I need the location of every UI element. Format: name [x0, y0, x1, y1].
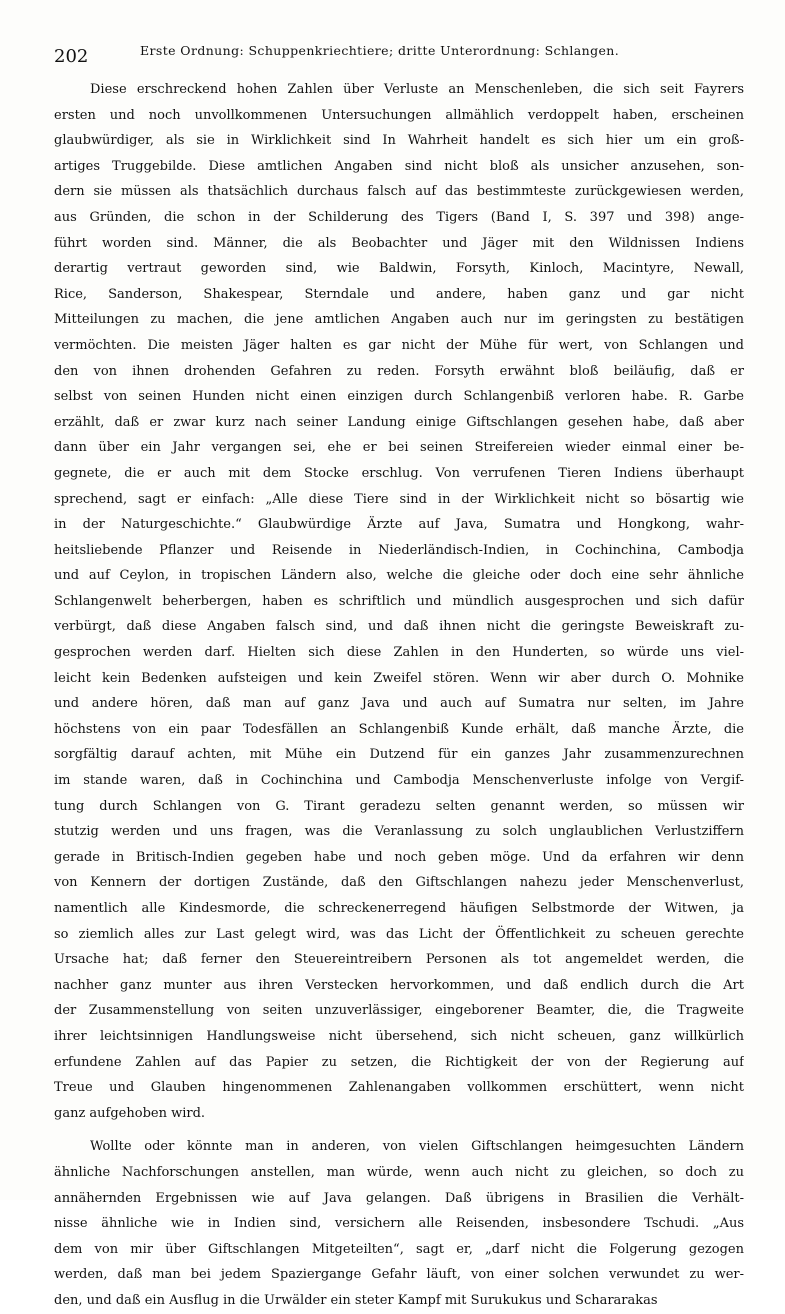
text-line: Schlangenwelt beherbergen, haben es schriftlich und mündlich ausgesprochen und sich dafür [54, 593, 744, 609]
text-line: stutzig werden und uns fragen, was die Veranlassung zu solch unglaublichen Verlustziffern [54, 824, 744, 840]
text-line: ihrer leichtsinnigen Handlungsweise nicht übersehend, sich nicht scheuen, ganz willkürlich [54, 1028, 744, 1044]
text-line: erfundene Zahlen auf das Papier zu setzen, die Richtigkeit der von der Regierung auf [54, 1054, 744, 1070]
page-number: 202 [54, 46, 89, 67]
text-line: den von ihnen drohenden Gefahren zu reden. Forsyth erwähnt bloß beiläufig, daß er [54, 363, 744, 379]
text-line: leicht kein Bedenken aufsteigen und kein Zweifel stören. Wenn wir aber durch O. Mohnike [54, 670, 744, 686]
text-line: sprechend, sagt er einfach: „Alle diese Tiere sind in der Wirklichkeit nicht so bösartig wie [54, 491, 744, 507]
text-line: werden, daß man bei jedem Spaziergange Gefahr läuft, von einer solchen verwundet zu wer- [54, 1267, 744, 1283]
text-line: ganz aufgehoben wird. [54, 1105, 206, 1121]
text-line: den, und daß ein Ausflug in die Urwälder ein steter Kampf mit Surukukus und Schararakas [54, 1292, 658, 1308]
text-line: und auf Ceylon, in tropischen Ländern also, welche die gleiche oder doch eine sehr ähnliche [54, 568, 744, 584]
text-line: Mitteilungen zu machen, die jene amtlichen Angaben auch nur im geringsten zu bestätigen [54, 312, 744, 328]
text-line: aus Gründen, die schon in der Schilderung des Tigers (Band I, S. 397 und 398) ange- [54, 209, 744, 225]
text-line: annähernden Ergebnissen wie auf Java gelangen. Daß übrigens in Brasilien die Verhält- [54, 1190, 744, 1206]
paragraph [54, 1134, 744, 1313]
text-line: Diese erschreckend hohen Zahlen über Verluste an Menschenleben, die sich seit Fayrers [90, 82, 744, 97]
text-line: derartig vertraut geworden sind, wie Baldwin, Forsyth, Kinloch, Macintyre, Newall, [54, 261, 744, 277]
text-line: Treue und Glauben hingenommenen Zahlenangaben vollkommen erschüttert, wenn nicht [54, 1080, 744, 1096]
text-line: im stande waren, daß in Cochinchina und Cambodja Menschenverluste infolge von Vergif- [54, 773, 744, 789]
text-line: sorgfältig darauf achten, mit Mühe ein Dutzend für ein ganzes Jahr zusammenzurechnen [54, 747, 744, 763]
text-line: ähnliche Nachforschungen anstellen, man würde, wenn auch nicht zu gleichen, so doch zu [54, 1164, 744, 1180]
text-line: in der Naturgeschichte.“ Glaubwürdige Ärzte auf Java, Sumatra und Hongkong, wahr- [54, 517, 744, 533]
running-head: Erste Ordnung: Schuppenkriechtiere; dritte Unterordnung: Schlangen. [140, 43, 620, 58]
text-line: der Zusammenstellung von seiten unzuverlässiger, eingeborener Beamter, die, die Tragweite [54, 1003, 744, 1019]
text-line: vermöchten. Die meisten Jäger halten es gar nicht der Mühe für wert, von Schlangen und [54, 337, 744, 353]
text-line: Wollte oder könnte man in anderen, von vielen Giftschlangen heimgesuchten Ländern [90, 1139, 744, 1155]
text-line: gegnete, die er auch mit dem Stocke erschlug. Von verrufenen Tieren Indiens überhaupt [54, 465, 744, 481]
text-line: führt worden sind. Männer, die als Beobachter und Jäger mit den Wildnissen Indiens [54, 235, 744, 251]
text-line: höchstens von ein paar Todesfällen an Schlangenbiß Kunde erhält, daß manche Ärzte, die [54, 721, 744, 737]
text-line: glaubwürdiger, als sie in Wirklichkeit sind In Wahrheit handelt es sich hier um ein groß- [54, 133, 744, 149]
text-line: gesprochen werden darf. Hielten sich diese Zahlen in den Hunderten, so würde uns viel- [54, 645, 744, 661]
paragraph [54, 77, 744, 1126]
text-line: dern sie müssen als thatsächlich durchaus falsch auf das bestimmteste zurückgewiesen werden, [54, 184, 744, 200]
text-line: artiges Truggebilde. Diese amtlichen Angaben sind nicht bloß als unsicher anzusehen, son- [54, 158, 744, 174]
text-line: selbst von seinen Hunden nicht einen einzigen durch Schlangenbiß verloren habe. R. Garbe [54, 389, 744, 405]
body-text [54, 77, 744, 1314]
text-line: verbürgt, daß diese Angaben falsch sind, und daß ihnen nicht die geringste Beweiskraft zu- [54, 619, 744, 635]
page-header [54, 42, 744, 68]
text-line: von Kennern der dortigen Zustände, daß den Giftschlangen nahezu jeder Menschenverlust, [54, 875, 744, 891]
text-line: Ursache hat; daß ferner den Steuereintreibern Personen als tot angemeldet werden, die [54, 952, 744, 968]
text-line: so ziemlich alles zur Last gelegt wird, was das Licht der Öffentlichkeit zu scheuen gerechte [54, 926, 744, 942]
text-line: Rice, Sanderson, Shakespear, Sterndale und andere, haben ganz und gar nicht [54, 286, 744, 302]
text-line: und andere hören, daß man auf ganz Java und auch auf Sumatra nur selten, im Jahre [54, 696, 744, 712]
text-line: heitsliebende Pflanzer und Reisende in Niederländisch-Indien, in Cochinchina, Cambodja [54, 542, 744, 558]
text-line: namentlich alle Kindesmorde, die schreckenerregend häufigen Selbstmorde der Witwen, ja [54, 901, 744, 916]
text-line: nachher ganz munter aus ihren Verstecken hervorkommen, und daß endlich durch die Art [54, 977, 744, 993]
text-line: ersten und noch unvollkommenen Untersuchungen allmählich verdoppelt haben, erscheinen [54, 107, 744, 123]
text-line: nisse ähnliche wie in Indien sind, versichern alle Reisenden, insbesondere Tschudi. „Aus [54, 1216, 744, 1232]
paragraph-gap [54, 1126, 744, 1134]
text-line: dann über ein Jahr vergangen sei, ehe er bei seinen Streifereien wieder einmal einer be- [54, 440, 744, 456]
text-line: dem von mir über Giftschlangen Mitgeteilten“, sagt er, „darf nicht die Folgerung gezogen [54, 1241, 744, 1257]
text-line: gerade in Britisch-Indien gegeben habe und noch geben möge. Und da erfahren wir denn [54, 849, 744, 865]
text-line: tung durch Schlangen von G. Tirant geradezu selten genannt werden, so müssen wir [54, 798, 744, 814]
text-line: erzählt, daß er zwar kurz nach seiner Landung einige Giftschlangen gesehen habe, daß aber [54, 414, 744, 430]
